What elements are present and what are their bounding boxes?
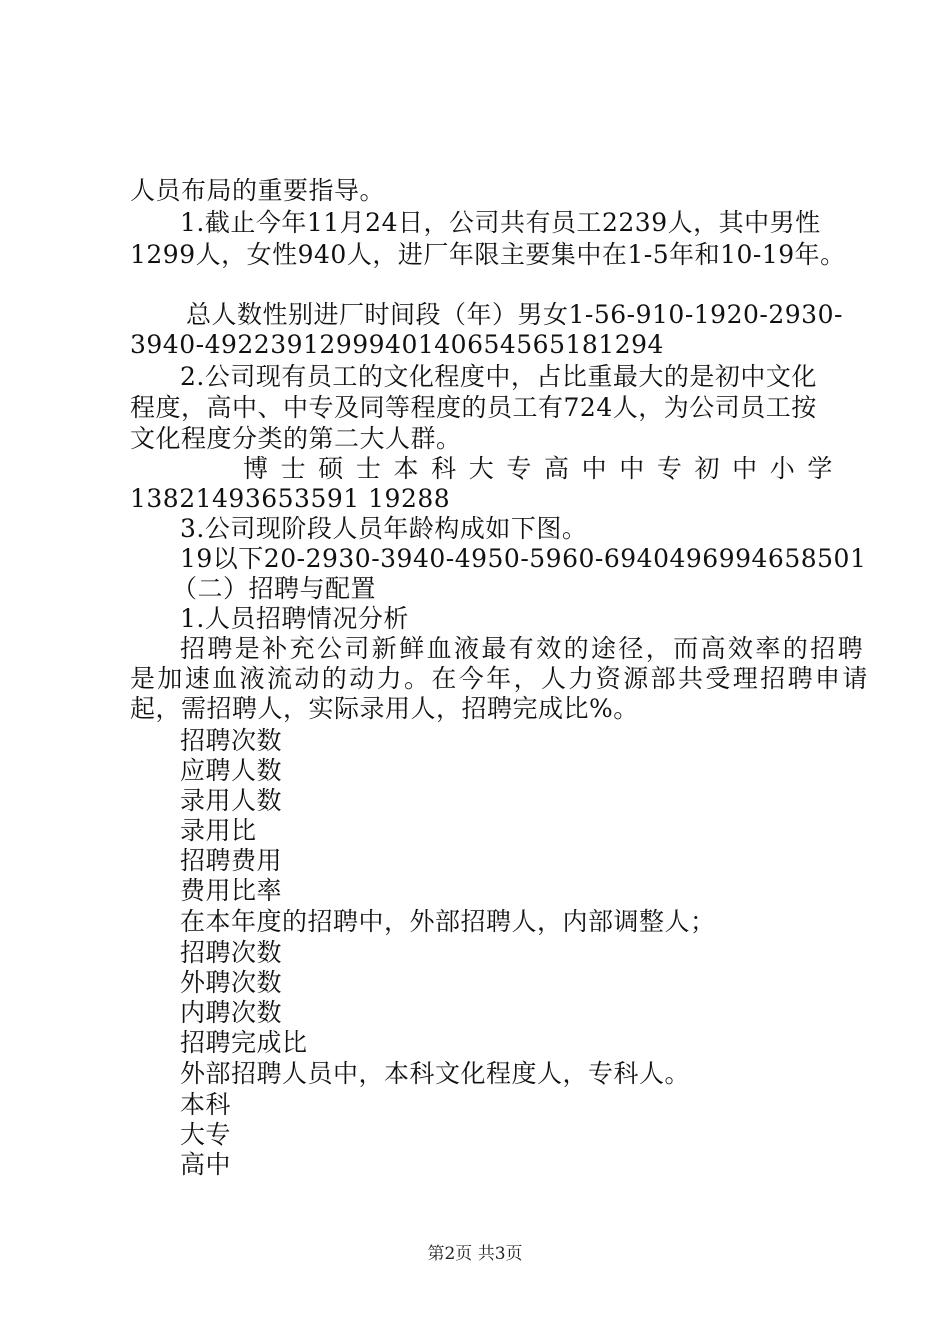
list-item: 录用人数 xyxy=(180,786,283,815)
education-label: 高 xyxy=(544,454,570,483)
education-labels-line xyxy=(243,454,833,484)
table-values-line: 3940-4922391299940140654565181294 xyxy=(130,330,664,359)
education-label: 专 xyxy=(506,454,532,483)
education-label: 士 xyxy=(280,454,307,483)
paragraph-line: 3.公司现阶段人员年龄构成如下图。 xyxy=(180,514,588,543)
list-item: 招聘次数 xyxy=(180,726,283,755)
paragraph-line: 程度，高中、中专及同等程度的员工有724人，为公司员工按 xyxy=(130,393,817,422)
education-label: 中 xyxy=(732,454,758,483)
education-label: 小 xyxy=(769,454,796,483)
list-item: 费用比率 xyxy=(180,876,283,905)
section-heading: （二）招聘与配置 xyxy=(172,574,377,603)
list-item: 录用比 xyxy=(180,816,257,845)
education-label: 初 xyxy=(694,454,721,483)
education-label: 中 xyxy=(581,454,608,483)
paragraph-line: 文化程度分类的第二大人群。 xyxy=(130,424,462,453)
paragraph-line: 起，需招聘人，实际录用人，招聘完成比%。 xyxy=(130,694,639,723)
education-numbers-line: 13821493653591 19288 xyxy=(130,484,451,513)
age-data-line: 19以下20-2930-3940-4950-5960-6940496994658501 xyxy=(180,544,867,573)
education-label: 本 xyxy=(393,454,420,483)
education-label: 科 xyxy=(431,454,457,483)
table-header-line: 总人数性别进厂时间段（年）男女1-56-910-1920-2930- xyxy=(186,300,843,329)
paragraph-line: 招聘是补充公司新鲜血液最有效的途径，而高效率的招聘 xyxy=(180,634,866,663)
page-footer: 第2页 共3页 xyxy=(427,1244,523,1264)
education-label: 学 xyxy=(807,454,833,483)
paragraph-line: 人员布局的重要指导。 xyxy=(130,176,386,205)
list-item: 招聘次数 xyxy=(180,938,283,967)
list-item: 应聘人数 xyxy=(180,756,283,785)
education-label: 中 xyxy=(619,454,645,483)
education-label: 硕 xyxy=(318,454,344,483)
education-label: 专 xyxy=(656,454,683,483)
list-item: 内聘次数 xyxy=(180,998,283,1027)
education-label: 博 xyxy=(243,454,269,483)
paragraph-line: 2.公司现有员工的文化程度中，占比重最大的是初中文化 xyxy=(180,362,817,391)
list-item: 大专 xyxy=(180,1120,232,1149)
list-item: 本科 xyxy=(180,1090,232,1119)
paragraph-line: 在本年度的招聘中，外部招聘人，内部调整人； xyxy=(180,907,716,936)
education-label: 士 xyxy=(355,454,382,483)
education-label: 大 xyxy=(468,454,495,483)
paragraph-line: 1.截止今年11月24日，公司共有员工2239人，其中男性 xyxy=(180,208,821,237)
list-item: 外聘次数 xyxy=(180,968,283,997)
paragraph-line: 外部招聘人员中，本科文化程度人，专科人。 xyxy=(180,1059,691,1088)
list-item: 招聘费用 xyxy=(180,846,283,875)
subsection-heading: 1.人员招聘情况分析 xyxy=(180,604,409,633)
list-item: 高中 xyxy=(180,1150,232,1179)
list-item: 招聘完成比 xyxy=(180,1028,308,1057)
paragraph-line: 是加速血液流动的动力。在今年，人力资源部共受理招聘申请 xyxy=(130,664,870,693)
paragraph-line: 1299人，女性940人，进厂年限主要集中在1-5年和10-19年。 xyxy=(130,240,846,269)
